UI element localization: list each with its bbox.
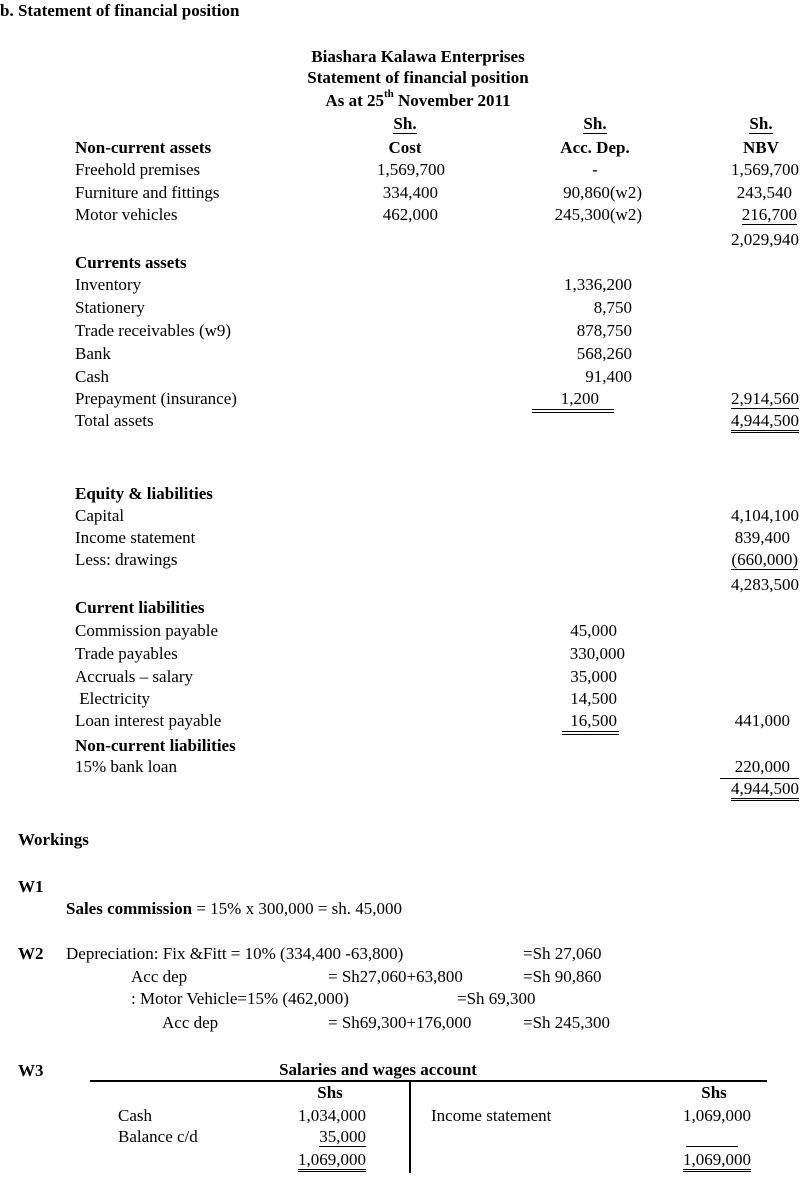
w2-line2-label: Acc dep [131,967,188,986]
total-assets-label: Total assets [75,411,154,430]
currency-col2: Sh. [583,114,607,133]
nca-row-dep: 90,860(w2) [563,183,642,202]
w2-label: W2 [18,944,44,963]
grand-total-value: 4,944,500 [731,779,799,801]
nca-row-nbv-value: 216,700 [741,205,797,224]
w2-line2-result: =Sh 90,860 [523,967,602,986]
nca-row-label: Freehold premises [75,160,201,179]
equity-row-value [640,550,798,570]
cl-row-value: 45,000 [570,621,617,640]
ca-row-value: 1,200 [560,389,599,408]
cl-row-label: Accruals – salary [75,667,194,686]
w3-debit-label: Cash [118,1106,152,1125]
ca-row-value: 878,750 [576,321,632,340]
w3-label: W3 [18,1061,44,1080]
nca-row-cost: 334,400 [382,183,438,202]
w3-credit-label: Income statement [431,1106,552,1125]
total-assets [640,411,799,431]
w3-credit-total [654,1150,751,1170]
cl-row-label: Trade payables [75,644,178,663]
w2-line4-calc: = Sh69,300+176,000 [328,1013,472,1032]
w2-line3: : Motor Vehicle=15% (462,000) [131,989,349,1008]
w3-credit-value: 1,069,000 [683,1106,751,1125]
ncl-row-label: 15% bank loan [75,757,177,776]
ca-total [640,389,799,409]
statement-title: Statement of financial position [307,68,529,87]
cl-total: 441,000 [734,711,790,730]
ca-row-label: Bank [75,344,111,363]
ca-row-label: Prepayment (insurance) [75,389,237,408]
equity-row-value: 839,400 [734,528,790,547]
equity-row-label: Capital [75,506,125,525]
ca-total-value: 2,914,560 [731,389,799,408]
cl-row-value: 14,500 [570,689,617,708]
date-suffix: November 2011 [393,91,511,110]
header-acc-dep: Acc. Dep. [560,138,630,157]
w1-bold: Sales commission [66,899,193,918]
nca-row-label: Furniture and fittings [75,183,220,202]
w3-credit-total-value: 1,069,000 [683,1150,751,1172]
header-nbv: NBV [743,138,779,157]
currency-col3: Sh. [749,114,773,133]
w1-label: W1 [18,877,44,896]
nca-row-nbv: 1,569,700 [731,160,799,179]
w2-line2-calc: = Sh27,060+63,800 [328,967,463,986]
ca-row-label: Trade receivables (w9) [75,321,232,340]
w2-line1-result: =Sh 27,060 [523,944,602,963]
date-prefix: As at 25 [325,91,384,110]
equity-row-label: Less: drawings [75,550,178,569]
w3-account-title: Salaries and wages account [279,1060,477,1079]
cl-title: Current liabilities [75,598,205,617]
w3-debit-value [270,1127,366,1147]
nca-row-cost: 462,000 [382,205,438,224]
ca-row-value: 91,400 [585,367,632,386]
ncl-row-value: 220,000 [734,757,790,776]
equity-title: Equity & liabilities [75,484,213,503]
w3-debit-total [270,1150,366,1170]
w3-debit-label: Balance c/d [118,1127,198,1146]
w2-line1: Depreciation: Fix &Fitt = 10% (334,400 -63,800) [66,944,404,963]
header-cost: Cost [388,138,422,157]
w3-balance-value: 35,000 [319,1127,366,1146]
nca-total: 2,029,940 [731,230,799,249]
nca-row-label: Motor vehicles [75,205,178,224]
nca-row-nbv: 243,540 [736,183,792,202]
cl-row-label: Electricity [75,689,151,708]
w2-line3-result: =Sh 69,300 [457,989,536,1008]
currency-col1: Sh. [393,114,417,133]
date-sup: th [383,88,394,101]
nca-row-dep: - [592,160,598,179]
w3-debit-total-value: 1,069,000 [298,1150,366,1172]
w2-line4-result: =Sh 245,300 [523,1013,611,1032]
cl-row-value: 330,000 [569,644,625,663]
section-title: b. Statement of financial position [0,1,240,20]
grand-total [640,779,799,799]
w1-text [66,899,402,919]
ca-row-label: Inventory [75,275,142,294]
cl-row-label: Loan interest payable [75,711,222,730]
cl-row-value: 35,000 [570,667,617,686]
ncl-title: Non-current liabilities [75,736,236,755]
total-assets-value: 4,944,500 [731,411,799,433]
w3-debit-header: Shs [317,1083,343,1102]
drawings-value: (660,000) [731,550,798,569]
ca-row-value: 568,260 [576,344,632,363]
w3-debit-value: 1,034,000 [298,1106,366,1125]
ca-title: Currents assets [75,253,187,272]
nca-title: Non-current assets [75,138,212,157]
nca-row-cost: 1,569,700 [377,160,445,179]
ca-row-value: 1,336,200 [564,275,632,294]
statement-date [240,88,596,111]
ca-row-label: Cash [75,367,109,386]
w2-line4-label: Acc dep [162,1013,219,1032]
ca-row-value: 8,750 [593,298,632,317]
cl-row-label: Commission payable [75,621,219,640]
cl-row-value: 16,500 [570,711,617,730]
company-name: Biashara Kalawa Enterprises [311,47,525,66]
w1-calc: = 15% x 300,000 = sh. 45,000 [192,899,403,918]
workings-title: Workings [18,830,89,849]
equity-row-label: Income statement [75,528,196,547]
nca-row-dep: 245,300(w2) [554,205,642,224]
nca-row-nbv [640,205,797,225]
equity-total: 4,283,500 [731,575,799,594]
equity-row-value: 4,104,100 [731,506,799,525]
w3-credit-header: Shs [701,1083,727,1102]
ca-row-label: Stationery [75,298,145,317]
